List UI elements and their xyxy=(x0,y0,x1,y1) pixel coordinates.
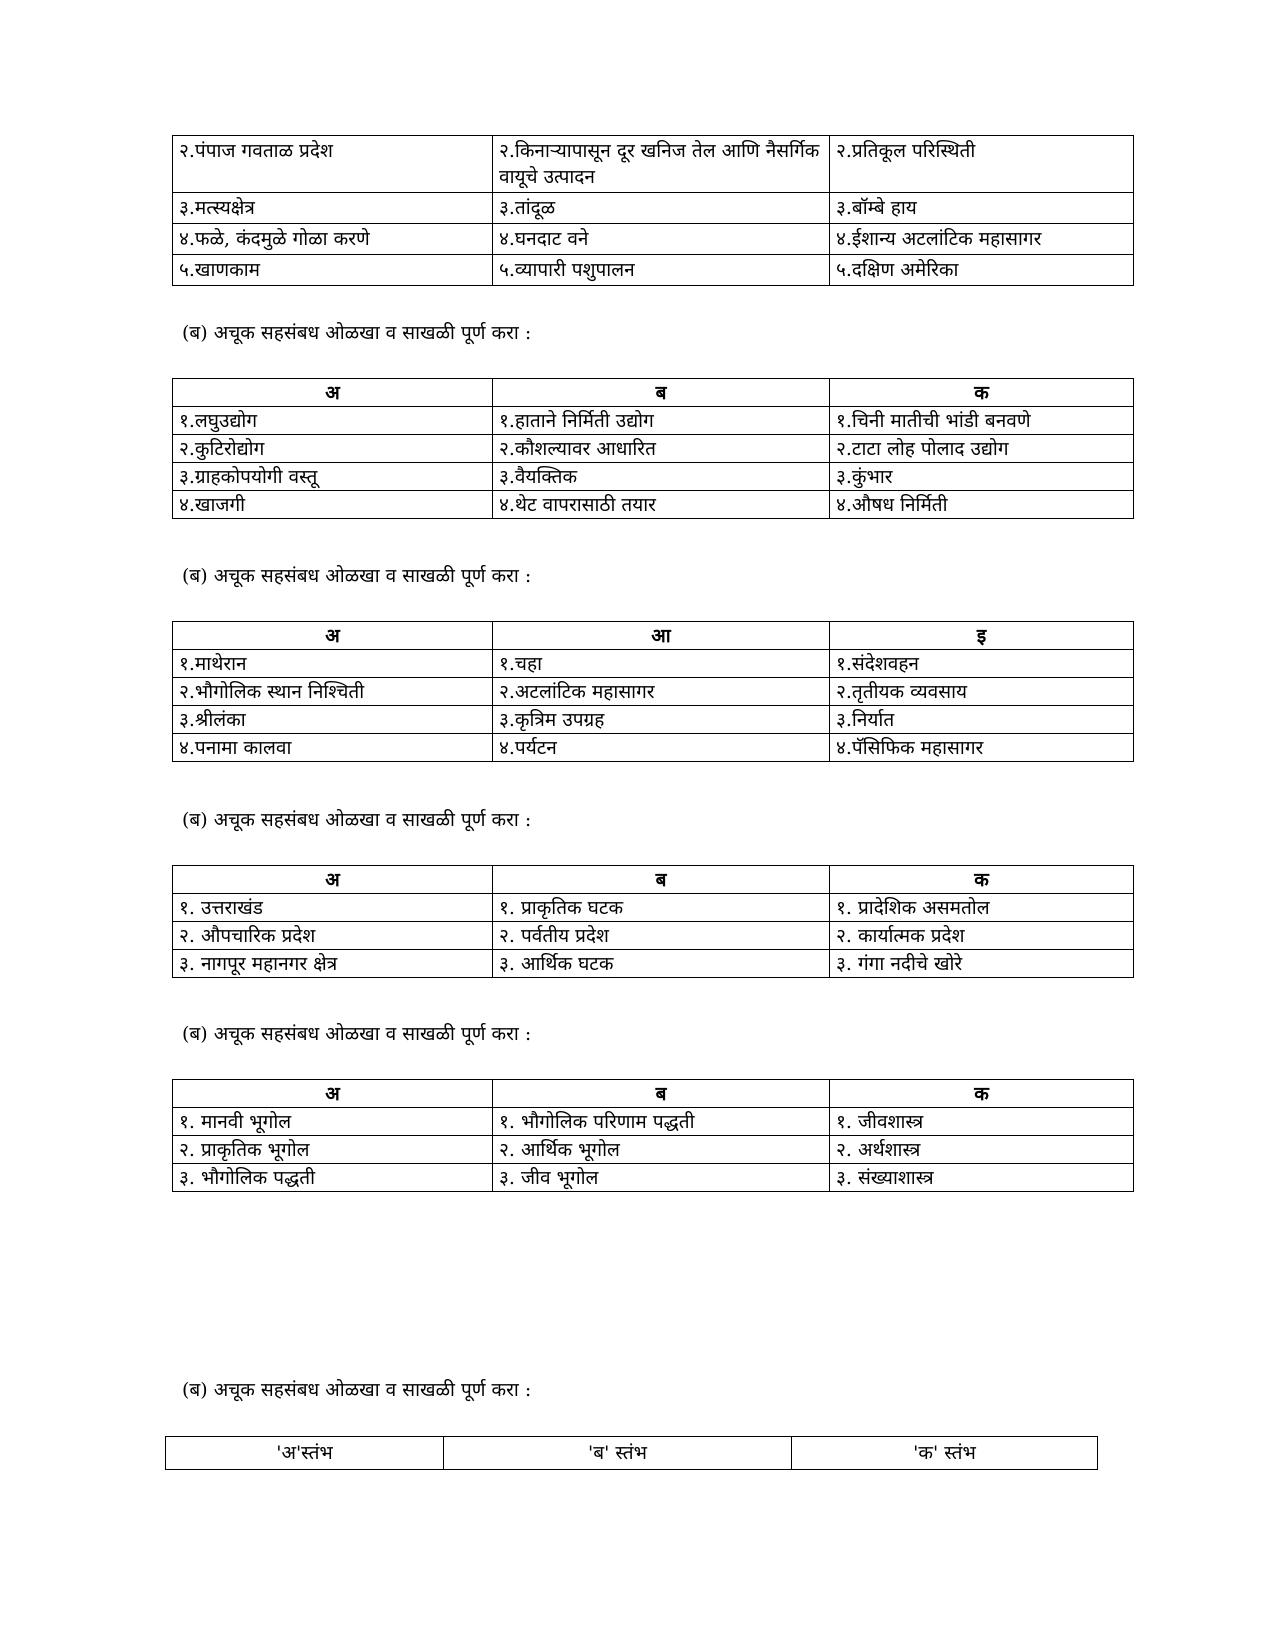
table-cell: २.कौशल्यावर आधारित xyxy=(493,435,830,463)
table-cell: ४.पर्यटन xyxy=(493,734,830,762)
table-row xyxy=(173,435,1134,463)
table-cell: ५.दक्षिण अमेरिका xyxy=(830,255,1134,286)
table-cell: ४.फळे, कंदमुळे गोळा करणे xyxy=(173,224,493,255)
column-header: आ xyxy=(493,622,830,650)
table-row xyxy=(173,1136,1134,1164)
table-cell: २.टाटा लोह पोलाद उद्योग xyxy=(830,435,1134,463)
table-cell: २.तृतीयक व्यवसाय xyxy=(830,678,1134,706)
column-header: 'अ'स्तंभ xyxy=(166,1437,444,1470)
column-header: अ xyxy=(173,622,493,650)
table-cell: २. अर्थशास्त्र xyxy=(830,1136,1134,1164)
question-heading: (ब) अचूक सहसंबध ओळखा व साखळी पूर्ण करा : xyxy=(182,1379,532,1401)
table-cell: ४.पॅसिफिक महासागर xyxy=(830,734,1134,762)
question-heading: (ब) अचूक सहसंबध ओळखा व साखळी पूर्ण करा : xyxy=(182,565,532,587)
table-cell: १. मानवी भूगोल xyxy=(173,1108,493,1136)
table-cell: ४.थेट वापरासाठी तयार xyxy=(493,491,830,519)
table-cell: १. जीवशास्त्र xyxy=(830,1108,1134,1136)
table-cell: ३.कुंभार xyxy=(830,463,1134,491)
table-cell: २.पंपाज गवताळ प्रदेश xyxy=(173,136,493,193)
table-cell: १.माथेरान xyxy=(173,650,493,678)
matching-table xyxy=(172,621,1134,762)
table-cell: ३. जीव भूगोल xyxy=(493,1164,830,1192)
matching-table xyxy=(172,378,1134,519)
table-cell: १. भौगोलिक परिणाम पद्धती xyxy=(493,1108,830,1136)
table-cell: १.हाताने निर्मिती उद्योग xyxy=(493,407,830,435)
table-cell: २.प्रतिकूल परिस्थिती xyxy=(830,136,1134,193)
table-cell: ३.श्रीलंका xyxy=(173,706,493,734)
table-cell: २.किनाऱ्यापासून दूर खनिज तेल आणि नैसर्गिक वायूचे उत्पादन xyxy=(493,136,830,193)
table-cell: २. कार्यात्मक प्रदेश xyxy=(830,922,1134,950)
table-cell: १. प्राकृतिक घटक xyxy=(493,894,830,922)
table-cell: २. औपचारिक प्रदेश xyxy=(173,922,493,950)
table-row xyxy=(173,136,1134,193)
table-row xyxy=(173,407,1134,435)
question-heading: (ब) अचूक सहसंबध ओळखा व साखळी पूर्ण करा : xyxy=(182,809,532,831)
table-cell: ५.खाणकाम xyxy=(173,255,493,286)
table-header-row xyxy=(173,866,1134,894)
column-header: अ xyxy=(173,379,493,407)
table-cell: २. आर्थिक भूगोल xyxy=(493,1136,830,1164)
table-cell: ३.मत्स्यक्षेत्र xyxy=(173,193,493,224)
table-cell: ४.पनामा कालवा xyxy=(173,734,493,762)
table-cell: ३. नागपूर महानगर क्षेत्र xyxy=(173,950,493,978)
table-cell: ५.व्यापारी पशुपालन xyxy=(493,255,830,286)
table-header-row xyxy=(173,622,1134,650)
column-header-table xyxy=(165,1436,1098,1470)
table-row xyxy=(173,255,1134,286)
column-header: क xyxy=(830,1080,1134,1108)
table-row xyxy=(173,950,1134,978)
table-cell: ३.निर्यात xyxy=(830,706,1134,734)
table-cell: २. प्राकृतिक भूगोल xyxy=(173,1136,493,1164)
table-cell: ३.वैयक्तिक xyxy=(493,463,830,491)
column-header: अ xyxy=(173,866,493,894)
table-row xyxy=(173,1108,1134,1136)
column-header: 'ब' स्तंभ xyxy=(444,1437,792,1470)
table-cell: ४.औषध निर्मिती xyxy=(830,491,1134,519)
table-cell: ३.तांदूळ xyxy=(493,193,830,224)
table-cell: ३. गंगा नदीचे खोरे xyxy=(830,950,1134,978)
table-cell: ३.ग्राहकोपयोगी वस्तू xyxy=(173,463,493,491)
table-cell: ३.कृत्रिम उपग्रह xyxy=(493,706,830,734)
table-cell: १.चहा xyxy=(493,650,830,678)
table-row xyxy=(173,734,1134,762)
table-cell: २.भौगोलिक स्थान निश्चिती xyxy=(173,678,493,706)
table-cell: १.संदेशवहन xyxy=(830,650,1134,678)
table-row xyxy=(173,491,1134,519)
table-row xyxy=(173,650,1134,678)
column-header: ब xyxy=(493,866,830,894)
table-row xyxy=(173,706,1134,734)
table-header-row xyxy=(173,1080,1134,1108)
table-cell: ३. आर्थिक घटक xyxy=(493,950,830,978)
table-cell: ४.खाजगी xyxy=(173,491,493,519)
table-cell: ४.घनदाट वने xyxy=(493,224,830,255)
table-row xyxy=(173,894,1134,922)
table-cell: १. प्रादेशिक असमतोल xyxy=(830,894,1134,922)
table-cell: २.कुटिरोद्योग xyxy=(173,435,493,463)
column-header: 'क' स्तंभ xyxy=(792,1437,1098,1470)
matching-table xyxy=(172,865,1134,978)
table-cell: १. उत्तराखंड xyxy=(173,894,493,922)
question-heading: (ब) अचूक सहसंबध ओळखा व साखळी पूर्ण करा : xyxy=(182,1023,532,1045)
column-header: अ xyxy=(173,1080,493,1108)
question-heading: (ब) अचूक सहसंबध ओळखा व साखळी पूर्ण करा : xyxy=(182,322,532,344)
column-header: क xyxy=(830,379,1134,407)
table-row xyxy=(173,922,1134,950)
table-header-row xyxy=(173,379,1134,407)
table-cell: १.चिनी मातीची भांडी बनवणे xyxy=(830,407,1134,435)
table-cell: २.अटलांटिक महासागर xyxy=(493,678,830,706)
table-cell: २. पर्वतीय प्रदेश xyxy=(493,922,830,950)
table-row xyxy=(173,193,1134,224)
table-row xyxy=(173,678,1134,706)
top-matching-table xyxy=(172,135,1134,286)
column-header: इ xyxy=(830,622,1134,650)
table-cell: ४.ईशान्य अटलांटिक महासागर xyxy=(830,224,1134,255)
table-cell: ३.बॉम्बे हाय xyxy=(830,193,1134,224)
table-row xyxy=(173,224,1134,255)
column-header: ब xyxy=(493,1080,830,1108)
table-cell: ३. संख्याशास्त्र xyxy=(830,1164,1134,1192)
table-row xyxy=(173,463,1134,491)
table-cell: ३. भौगोलिक पद्धती xyxy=(173,1164,493,1192)
column-header: ब xyxy=(493,379,830,407)
matching-table xyxy=(172,1079,1134,1192)
column-header: क xyxy=(830,866,1134,894)
table-header-row xyxy=(166,1437,1098,1470)
table-row xyxy=(173,1164,1134,1192)
table-cell: १.लघुउद्योग xyxy=(173,407,493,435)
